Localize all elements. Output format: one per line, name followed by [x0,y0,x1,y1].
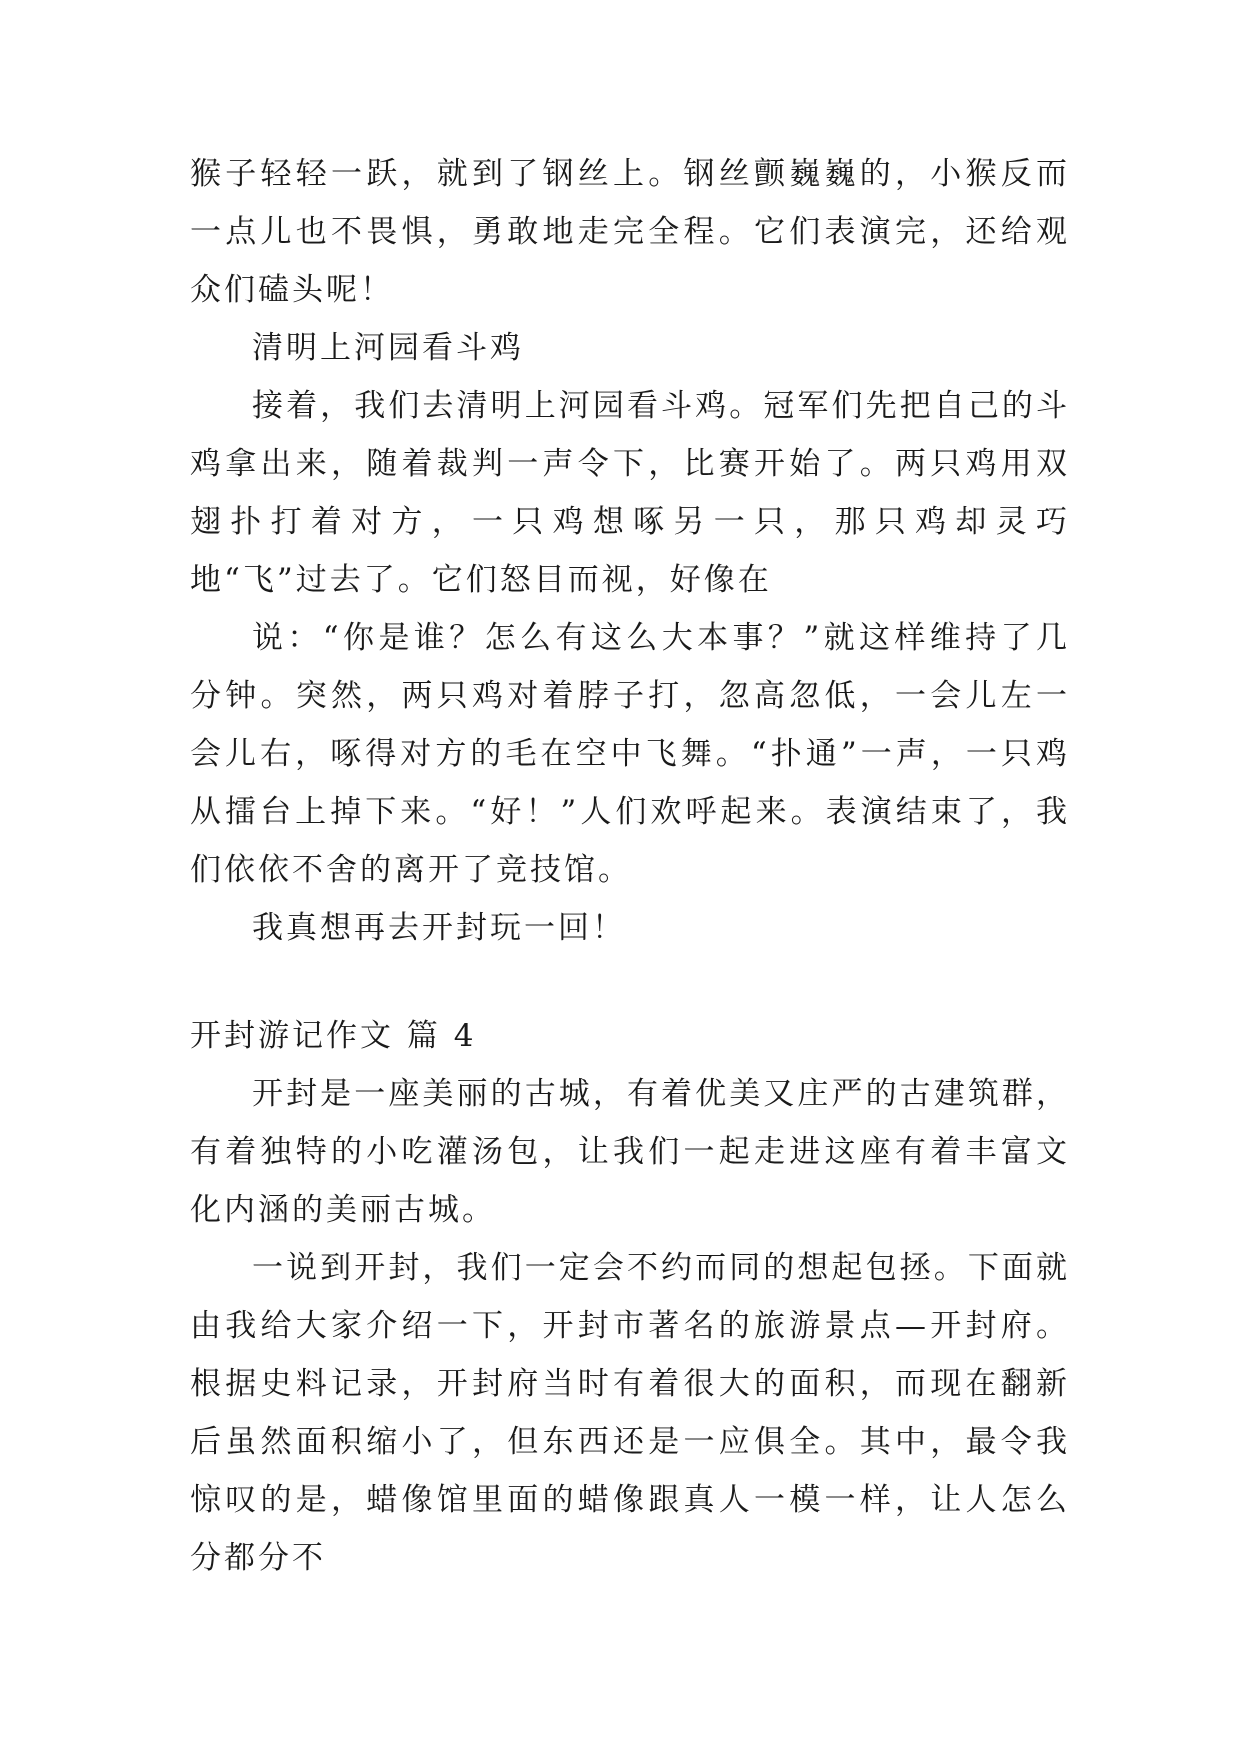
paragraph-monkey: 猴子轻轻一跃，就到了钢丝上。钢丝颤巍巍的，小猴反而一点儿也不畏惧，勇敢地走完全程。它们表演完，还给观众们磕头呢！ [190,156,1070,308]
paragraph-wish: 我真想再去开封玩一回！ [252,910,626,946]
paragraph-cockfight-fight: 说：“你是谁？怎么有这么大本事？”就这样维持了几分钟。突然，两只鸡对着脖子打，忽高忽低，一会儿左一会儿右，啄得对方的毛在空中飞舞。“扑通”一声，一只鸡从擂台上掉下来。“好！”人们欢呼起来。表演结束了，我们依依不舍的离开了竞技馆。 [190,620,1070,888]
paragraph-kaifeng-fu: 一说到开封，我们一定会不约而同的想起包拯。下面就由我给大家介绍一下，开封市著名的旅游景点—开封府。根据史料记录，开封府当时有着很大的面积，而现在翻新后虽然面积缩小了，但东西还是一应俱全。其中，最令我惊叹的是，蜡像馆里面的蜡像跟真人一模一样，让人怎么分都分不 [190,1250,1070,1576]
paragraph-cockfight-intro: 接着，我们去清明上河园看斗鸡。冠军们先把自己的斗鸡拿出来，随着裁判一声令下，比赛开始了。两只鸡用双翅扑打着对方，一只鸡想啄另一只，那只鸡却灵巧地“飞”过去了。它们怒目而视，好像在 [190,388,1070,598]
paragraph-kaifeng-intro: 开封是一座美丽的古城，有着优美又庄严的古建筑群，有着独特的小吃灌汤包，让我们一起走进这座有着丰富文化内涵的美丽古城。 [190,1076,1070,1228]
section-title: 开封游记作文 篇 4 [190,1018,477,1054]
subheading-cockfight: 清明上河园看斗鸡 [252,330,524,366]
document-body [190,145,1070,1587]
